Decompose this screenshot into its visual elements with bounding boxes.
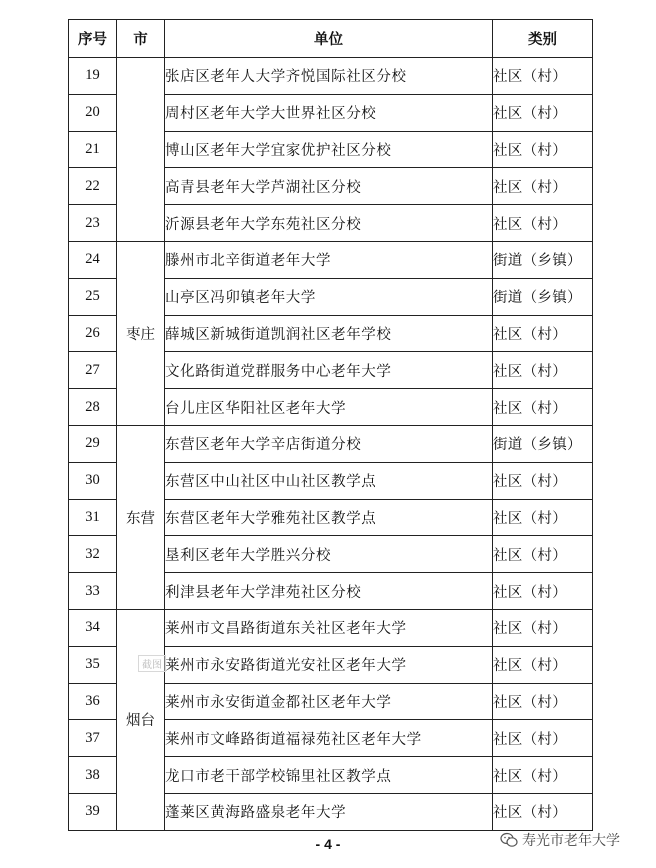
table-row	[69, 58, 593, 95]
roster-body	[69, 58, 593, 831]
row-number: 34	[69, 609, 117, 646]
unit-name: 薛城区新城街道凯润社区老年学校	[165, 315, 493, 352]
city-cell: 烟台	[117, 609, 165, 830]
unit-name: 沂源县老年大学东苑社区分校	[165, 205, 493, 242]
unit-name: 周村区老年大学大世界社区分校	[165, 94, 493, 131]
category-cell: 社区（村）	[493, 58, 593, 95]
category-cell: 社区（村）	[493, 131, 593, 168]
brand-name: 寿光市老年大学	[522, 833, 620, 849]
screenshot-watermark: 截图	[138, 655, 166, 672]
row-number: 36	[69, 683, 117, 720]
unit-name: 莱州市文峰路街道福禄苑社区老年大学	[165, 720, 493, 757]
city-cell: 东营	[117, 425, 165, 609]
row-number: 32	[69, 536, 117, 573]
unit-name: 东营区老年大学雅苑社区教学点	[165, 499, 493, 536]
unit-name: 台儿庄区华阳社区老年大学	[165, 389, 493, 426]
row-number: 27	[69, 352, 117, 389]
category-cell: 社区（村）	[493, 536, 593, 573]
header-seq: 序号	[69, 20, 117, 58]
row-number: 22	[69, 168, 117, 205]
category-cell: 社区（村）	[493, 720, 593, 757]
category-cell: 社区（村）	[493, 646, 593, 683]
unit-name: 蓬莱区黄海路盛泉老年大学	[165, 793, 493, 830]
unit-name: 垦利区老年大学胜兴分校	[165, 536, 493, 573]
header-category: 类别	[493, 20, 593, 58]
category-cell: 社区（村）	[493, 573, 593, 610]
city-cell: 枣庄	[117, 241, 165, 425]
row-number: 21	[69, 131, 117, 168]
row-number: 19	[69, 58, 117, 95]
unit-name: 张店区老年人大学齐悦国际社区分校	[165, 58, 493, 95]
category-cell: 街道（乡镇）	[493, 425, 593, 462]
row-number: 24	[69, 241, 117, 278]
city-cell	[117, 58, 165, 242]
table-row	[69, 425, 593, 462]
category-cell: 社区（村）	[493, 499, 593, 536]
category-cell: 社区（村）	[493, 683, 593, 720]
row-number: 39	[69, 793, 117, 830]
unit-name: 博山区老年大学宜家优护社区分校	[165, 131, 493, 168]
row-number: 23	[69, 205, 117, 242]
row-number: 31	[69, 499, 117, 536]
unit-name: 利津县老年大学津苑社区分校	[165, 573, 493, 610]
row-number: 29	[69, 425, 117, 462]
category-cell: 社区（村）	[493, 168, 593, 205]
category-cell: 社区（村）	[493, 757, 593, 794]
unit-name: 莱州市永安街道金都社区老年大学	[165, 683, 493, 720]
row-number: 30	[69, 462, 117, 499]
category-cell: 社区（村）	[493, 315, 593, 352]
school-roster-table	[68, 19, 593, 831]
wechat-icon	[500, 832, 518, 848]
row-number: 28	[69, 389, 117, 426]
unit-name: 文化路街道党群服务中心老年大学	[165, 352, 493, 389]
category-cell: 社区（村）	[493, 94, 593, 131]
brand-badge	[500, 830, 620, 850]
header-unit: 单位	[165, 20, 493, 58]
unit-name: 莱州市文昌路街道东关社区老年大学	[165, 609, 493, 646]
unit-name: 山亭区冯卯镇老年大学	[165, 278, 493, 315]
unit-name: 莱州市永安路街道光安社区老年大学	[165, 646, 493, 683]
page-number: - 4 -	[315, 836, 341, 852]
category-cell: 社区（村）	[493, 793, 593, 830]
header-city: 市	[117, 20, 165, 58]
row-number: 35	[69, 646, 117, 683]
unit-name: 高青县老年大学芦湖社区分校	[165, 168, 493, 205]
unit-name: 龙口市老干部学校锦里社区教学点	[165, 757, 493, 794]
category-cell: 街道（乡镇）	[493, 241, 593, 278]
row-number: 37	[69, 720, 117, 757]
category-cell: 社区（村）	[493, 205, 593, 242]
row-number: 38	[69, 757, 117, 794]
row-number: 26	[69, 315, 117, 352]
row-number: 33	[69, 573, 117, 610]
category-cell: 社区（村）	[493, 609, 593, 646]
category-cell: 社区（村）	[493, 389, 593, 426]
table-row	[69, 609, 593, 646]
row-number: 25	[69, 278, 117, 315]
category-cell: 社区（村）	[493, 352, 593, 389]
category-cell: 街道（乡镇）	[493, 278, 593, 315]
unit-name: 滕州市北辛街道老年大学	[165, 241, 493, 278]
table-row	[69, 241, 593, 278]
header-row	[69, 20, 593, 58]
row-number: 20	[69, 94, 117, 131]
unit-name: 东营区老年大学辛店街道分校	[165, 425, 493, 462]
category-cell: 社区（村）	[493, 462, 593, 499]
unit-name: 东营区中山社区中山社区教学点	[165, 462, 493, 499]
